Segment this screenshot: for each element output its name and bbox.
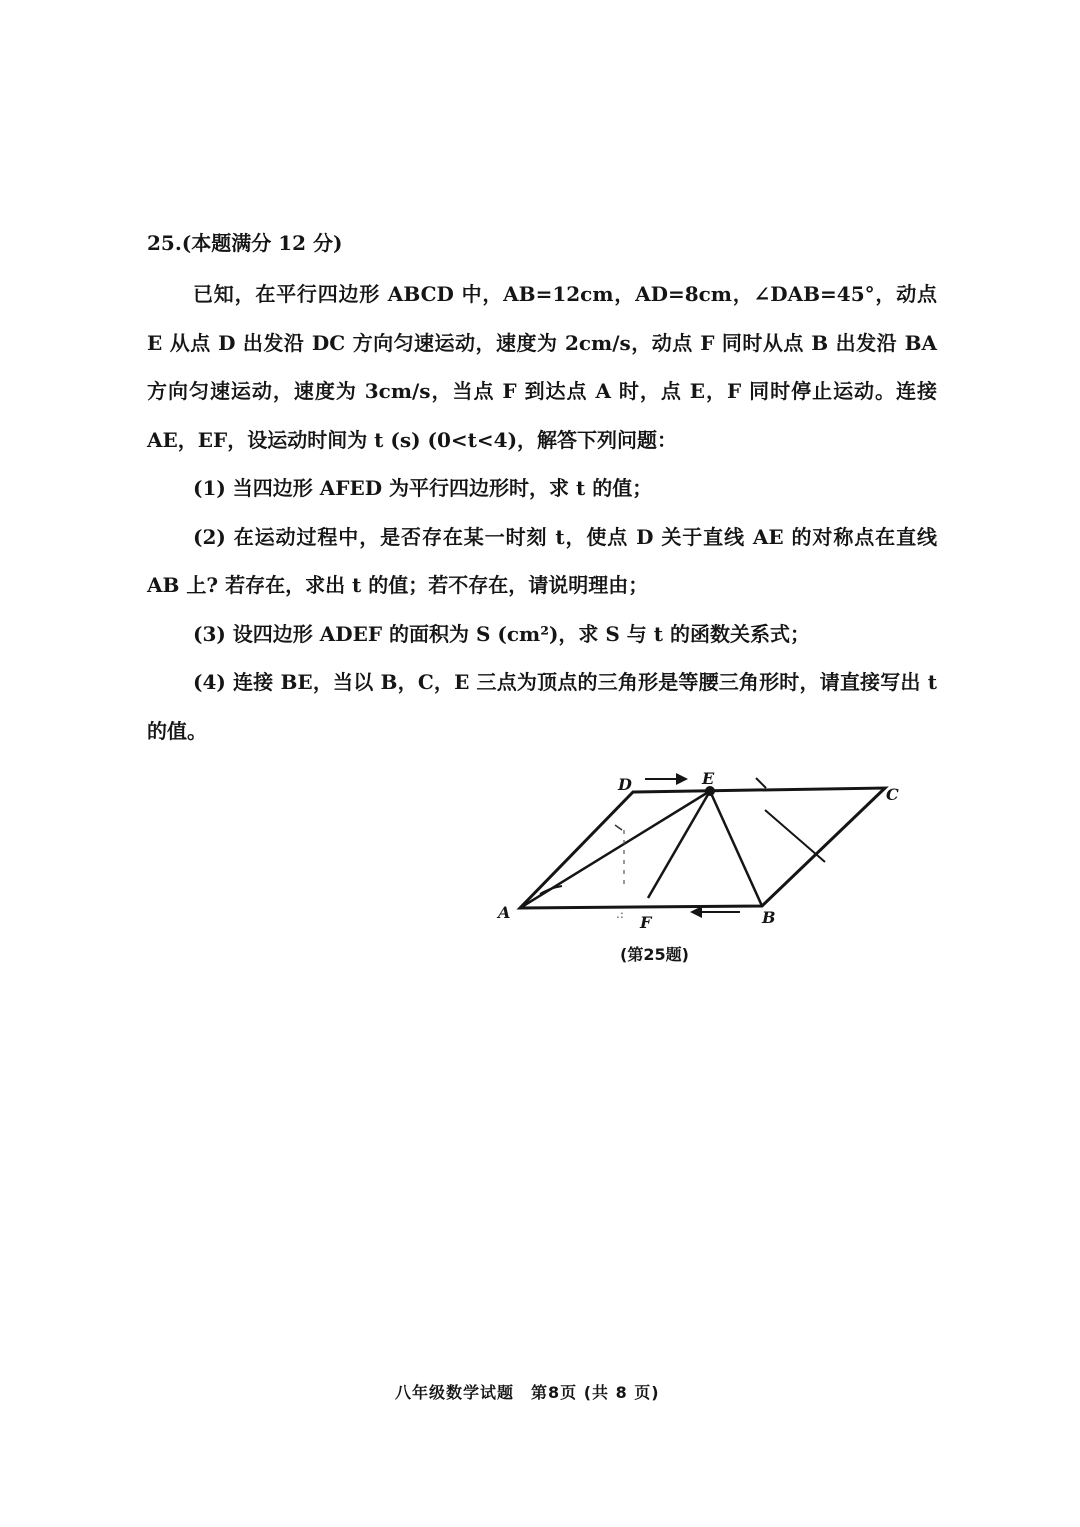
question-3: (3) 设四边形 ADEF 的面积为 S (cm²)，求 S 与 t 的函数关系式； [193, 621, 810, 646]
problem-heading: 25.(本题满分 12 分) [147, 231, 343, 255]
label-e: E [702, 770, 715, 788]
tick-mark [615, 825, 622, 830]
problem-25 [147, 228, 937, 755]
label-f: F [640, 913, 652, 932]
arrow-right-icon [645, 773, 688, 785]
question-4: (4) 连接 BE，当以 B，C，E 三点为顶点的三角形是等腰三角形时，请直接写出 t 的值。 [147, 670, 937, 743]
f-scribble: .: [616, 907, 624, 921]
question-1: (1) 当四边形 AFED 为平行四边形时，求 t 的值； [193, 476, 653, 500]
hand-mark-2 [756, 778, 766, 788]
geometry-figure [490, 770, 920, 970]
hand-mark-1 [765, 810, 825, 862]
label-a: A [498, 903, 511, 922]
label-b: B [762, 908, 776, 927]
parallelogram-diagram [490, 770, 920, 940]
problem-intro: 已知，在平行四边形 ABCD 中，AB=12cm，AD=8cm，∠DAB=45°，动点 E 从点 D 出发沿 DC 方向匀速运动，速度为 2cm/s，动点 F 同时从点 B 出发沿 BA 方向匀速运动，速度为 3cm/s，当点 F 到达点 A 时，点 E，F 同时停止运动。连接 AE，EF，设运动时间为 t (s) (0<t<4)，解答下列问题： [147, 282, 937, 452]
page-footer: 八年级数学试题 第8页 (共 8 页) [395, 1383, 660, 1402]
figure-caption: (第25题) [620, 945, 689, 964]
segment-ef [648, 791, 710, 898]
label-d: D [618, 775, 632, 794]
label-c: C [886, 785, 899, 804]
segment-eb [710, 791, 762, 906]
question-2: (2) 在运动过程中，是否存在某一时刻 t，使点 D 关于直线 AE 的对称点在直线 AB 上? 若存在，求出 t 的值；若不存在，请说明理由； [147, 524, 937, 597]
